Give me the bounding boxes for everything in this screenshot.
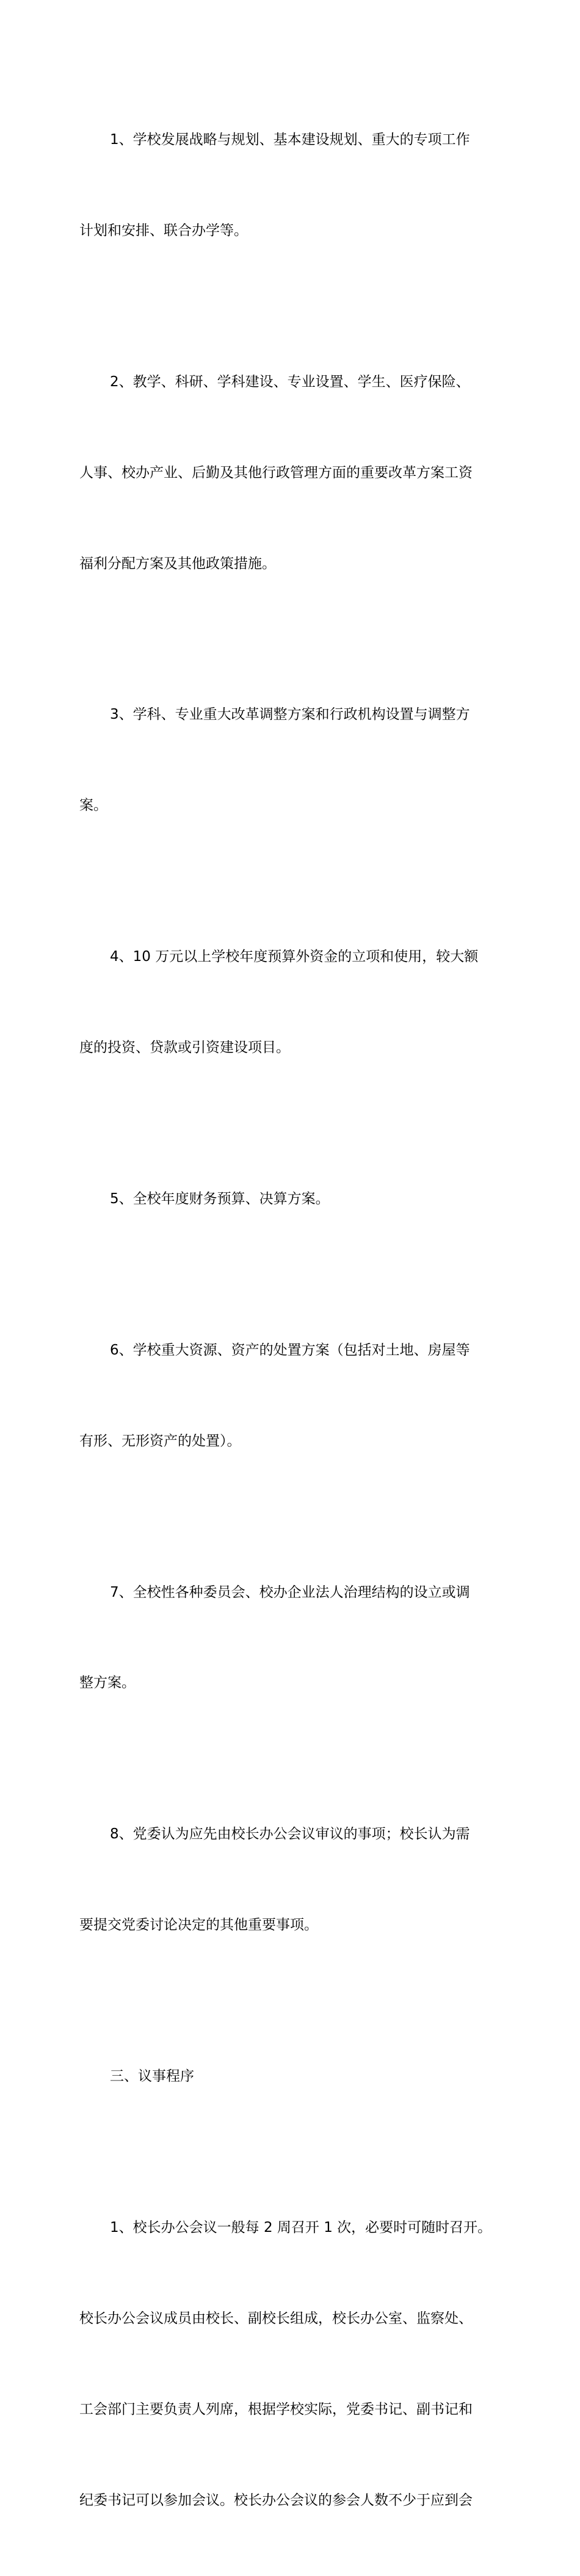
paragraph-line: 度的投资、贷款或引资建设项目。 [79, 1040, 290, 1056]
paragraph-item-8 [79, 1759, 507, 2001]
paragraph-line: 案。 [79, 797, 107, 814]
paragraph-line: 3、学科、专业重大改革调整方案和行政机构设置与调整方 [110, 707, 470, 723]
paragraph-line: 纪委书记可以参加会议。校长办公会议的参会人数不少于应到会 [79, 2492, 473, 2508]
paragraph-line: 整方案。 [79, 1675, 136, 1691]
section-heading [79, 2001, 507, 2153]
paragraph-item-5 [79, 1124, 507, 1275]
paragraph-line: 6、学校重大资源、资产的处置方案（包括对土地、房屋等 [110, 1342, 470, 1358]
paragraph-line: 1、校长办公会议一般每 2 周召开 1 次，必要时可随时召开。 [110, 2220, 492, 2236]
paragraph-line: 要提交党委讨论决定的其他重要事项。 [79, 1917, 318, 1934]
paragraph-line: 1、学校发展战略与规划、基本建设规划、重大的专项工作 [110, 132, 470, 148]
paragraph-line: 7、全校性各种委员会、校办企业法人治理结构的设立或调 [110, 1584, 470, 1600]
paragraph-line: 校长办公会议成员由校长、副校长组成，校长办公室、监察处、 [79, 2310, 473, 2326]
paragraph-line: 工会部门主要负责人列席，根据学校实际，党委书记、副书记和 [79, 2401, 473, 2417]
paragraph-line: 4、10 万元以上学校年度预算外资金的立项和使用，较大额 [110, 949, 479, 965]
paragraph-item-3 [79, 639, 507, 882]
paragraph-line: 有形、无形资产的处置）。 [79, 1433, 241, 1449]
paragraph-item-7 [79, 1517, 507, 1760]
paragraph-line: 计划和安排、联合办学等。 [79, 222, 248, 239]
paragraph-item-6 [79, 1275, 507, 1517]
paragraph-procedure-1 [79, 2153, 507, 2576]
paragraph-line: 2、教学、科研、学科建设、专业设置、学生、医疗保险、 [110, 373, 470, 390]
paragraph-item-4 [79, 882, 507, 1124]
paragraph-line: 5、全校年度财务预算、决算方案。 [110, 1190, 330, 1207]
paragraph-line: 人事、校办产业、后勤及其他行政管理方面的重要改革方案工资 [79, 464, 473, 481]
section-heading-text: 三、议事程序 [110, 2068, 194, 2085]
paragraph-item-2 [79, 307, 507, 640]
paragraph-line: 福利分配方案及其他政策措施。 [79, 555, 276, 572]
paragraph-line: 8、党委认为应先由校长办公会议审议的事项；校长认为需 [110, 1826, 470, 1843]
document-body [79, 65, 507, 2576]
paragraph-item-1 [79, 65, 507, 307]
